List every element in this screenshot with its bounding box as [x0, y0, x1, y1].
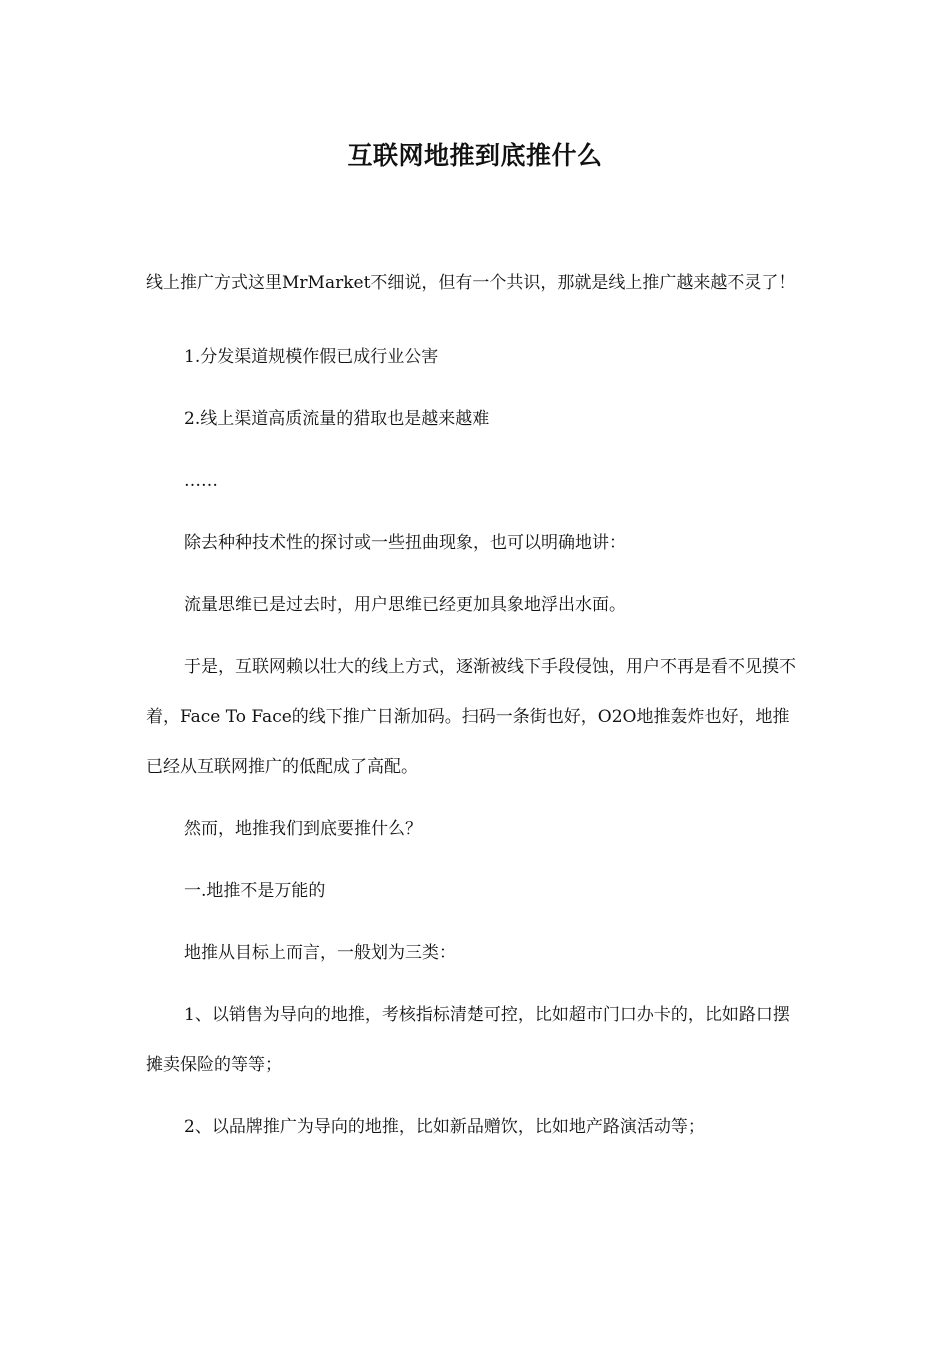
paragraph-offline-shift: 于是，互联网赖以壮大的线上方式，逐渐被线下手段侵蚀，用户不再是看不见摸不着，Face To Face的线下推广日渐加码。扫码一条街也好，O2O地推轰炸也好，地推已经从互联网推广的低配成了高配。 — [146, 657, 796, 777]
paragraph-ellipsis: …… — [184, 471, 218, 491]
paragraph-traffic-thinking: 流量思维已是过去时，用户思维已经更加具象地浮出水面。 — [184, 595, 626, 615]
paragraph-intro: 线上推广方式这里MrMarket不细说，但有一个共识，那就是线上推广越来越不灵了！ — [146, 273, 796, 293]
paragraph-point-1: 1.分发渠道规模作假已成行业公害 — [184, 347, 439, 367]
document-body — [146, 258, 806, 1164]
paragraph-type-sales: 1、以销售为导向的地推，考核指标清楚可控，比如超市门口办卡的，比如路口摆摊卖保险的等等； — [146, 1005, 790, 1075]
paragraph-point-2: 2.线上渠道高质流量的猎取也是越来越难 — [184, 409, 490, 429]
section-heading-one: 一.地推不是万能的 — [184, 881, 326, 901]
document-title: 互联网地推到底推什么 — [347, 141, 603, 170]
paragraph-question: 然而，地推我们到底要推什么？ — [184, 819, 422, 839]
paragraph-three-types: 地推从目标上而言，一般划为三类： — [184, 943, 456, 963]
paragraph-discussion: 除去种种技术性的探讨或一些扭曲现象，也可以明确地讲： — [184, 533, 626, 553]
paragraph-type-brand: 2、以品牌推广为导向的地推，比如新品赠饮，比如地产路演活动等； — [184, 1117, 705, 1137]
